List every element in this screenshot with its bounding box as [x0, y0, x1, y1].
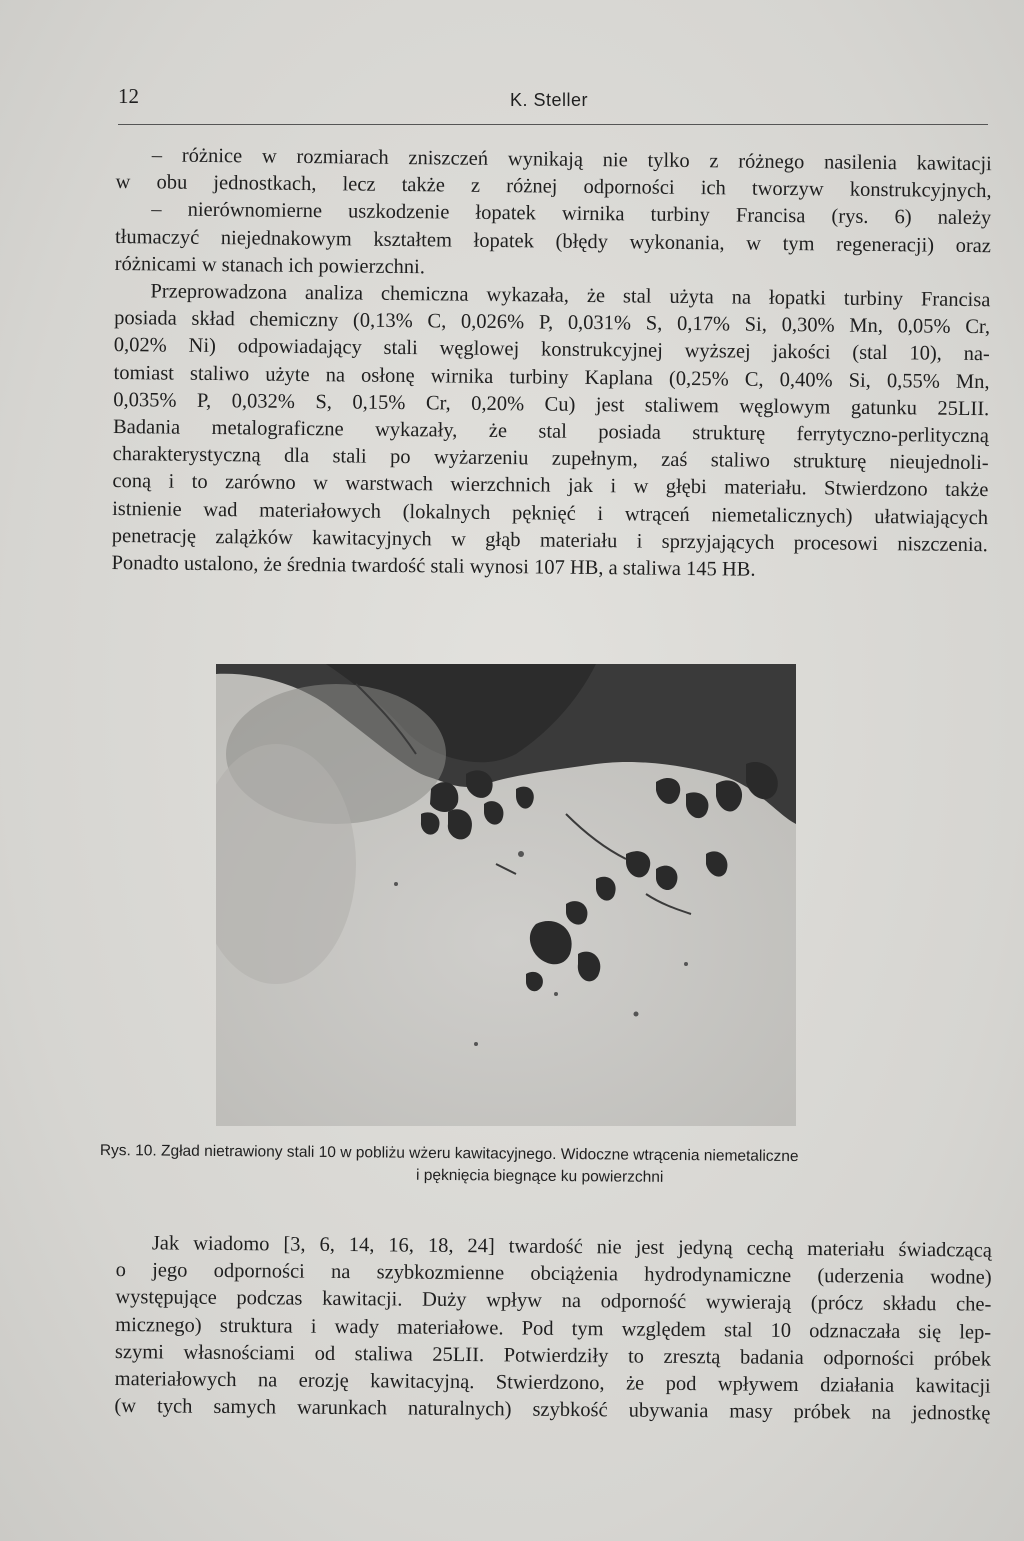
text-line: penetrację zalążków kawitacyjnych w głąb materiału i sprzyjających procesowi niszczenia. — [111, 524, 988, 556]
text-line: istnienie wad materiałowych (lokalnych pęknięć i wtrąceń niemetalicznych) ułatwiających — [112, 497, 989, 529]
page-number: 12 — [118, 84, 139, 108]
text-line: 0,035% P, 0,032% S, 0,15% Cr, 0,20% Cu) jest staliwem węglowym gatunku 25LII. — [113, 388, 990, 420]
text-line: Badania metalograficzne wykazały, że stal posiada strukturę ferrytyczno-perlityczną — [112, 416, 990, 448]
body-text-top — [111, 142, 992, 586]
text-line: (w tych samych warunkach naturalnych) szybkość ubywania masy próbek na jednostkę — [114, 1395, 991, 1425]
running-header — [118, 84, 988, 125]
text-line: Ponadto ustalono, że średnia twardość stali wynosi 107 HB, a staliwa 145 HB. — [111, 552, 756, 581]
text-line: o jego odporności na szybkozmienne obciążenia hydrodynamiczne (uderzenia wodne) — [115, 1259, 992, 1289]
text-line: w obu jednostkach, lecz także z różnej odporności ich tworzyw konstrukcyjnych, — [115, 171, 992, 203]
text-line: charakterystyczną dla stali po wyżarzeniu zupełnym, zaś staliwo strukturę nieujednoli- — [112, 443, 989, 475]
text-line: – różnice w rozmiarach zniszczeń wynikają nie tylko z różnego nasilenia kawitacji — [151, 144, 992, 176]
text-line: tłumaczyć niejednakowym kształtem łopatek (błędy wykonania, w tym regeneracji) oraz — [114, 225, 992, 257]
text-line: micznego) struktura i wady materiałowe. Pod tym względem stal 10 odznaczała się lep- — [115, 1313, 992, 1344]
text-line: tomiast staliwo użyte na osłonę wirnika turbiny Kaplana (0,25% C, 0,40% Si, 0,55% Mn, — [113, 361, 990, 393]
text-line: różnicami w stanach ich powierzchni. — [114, 252, 426, 279]
figure-caption — [100, 1140, 980, 1192]
text-line: materiałowych na erozję kawitacyjną. Stwierdzono, że pod wpływem działania kawitacji — [114, 1368, 991, 1398]
text-line: występujące podczas kawitacji. Duży wpływ na odporność wywierają (prócz składu che- — [115, 1286, 992, 1317]
text-line: 0,02% Ni) odpowiadający stali węglowej konstrukcyjnej wyższej jakości (stal 10), na- — [113, 334, 990, 366]
text-line: szymi własnościami od staliwa 25LII. Potwierdziły to zresztą badania odporności próbek — [114, 1340, 991, 1371]
caption-line: i pęknięcia biegnące ku powierzchni — [415, 1166, 664, 1186]
text-line: coną i to zarówno w warstwach wierzchnich jak i w głębi materiału. Stwierdzono także — [112, 470, 989, 502]
caption-line: Rys. 10. Zgład nietrawiony stali 10 w pobliżu wżeru kawitacyjnego. Widoczne wtrącenia niemetaliczne — [99, 1141, 799, 1166]
micrograph-figure — [216, 664, 796, 1126]
text-line: – nierównomierne uszkodzenie łopatek wirnika turbiny Francisa (rys. 6) należy — [151, 198, 992, 230]
running-head-author: K. Steller — [510, 90, 589, 110]
text-line: Jak wiadomo [3, 6, 14, 16, 18, 24] twardość nie jest jedyną cechą materiału świadczącą — [151, 1232, 992, 1262]
micrograph-image — [216, 664, 796, 1126]
text-line: posiada skład chemiczny (0,13% C, 0,026% P, 0,031% S, 0,17% Si, 0,30% Mn, 0,05% Cr, — [114, 307, 991, 339]
text-line: Przeprowadzona analiza chemiczna wykazała, że stal użyta na łopatki turbiny Francisa — [150, 280, 991, 312]
body-text-bottom — [114, 1230, 992, 1428]
